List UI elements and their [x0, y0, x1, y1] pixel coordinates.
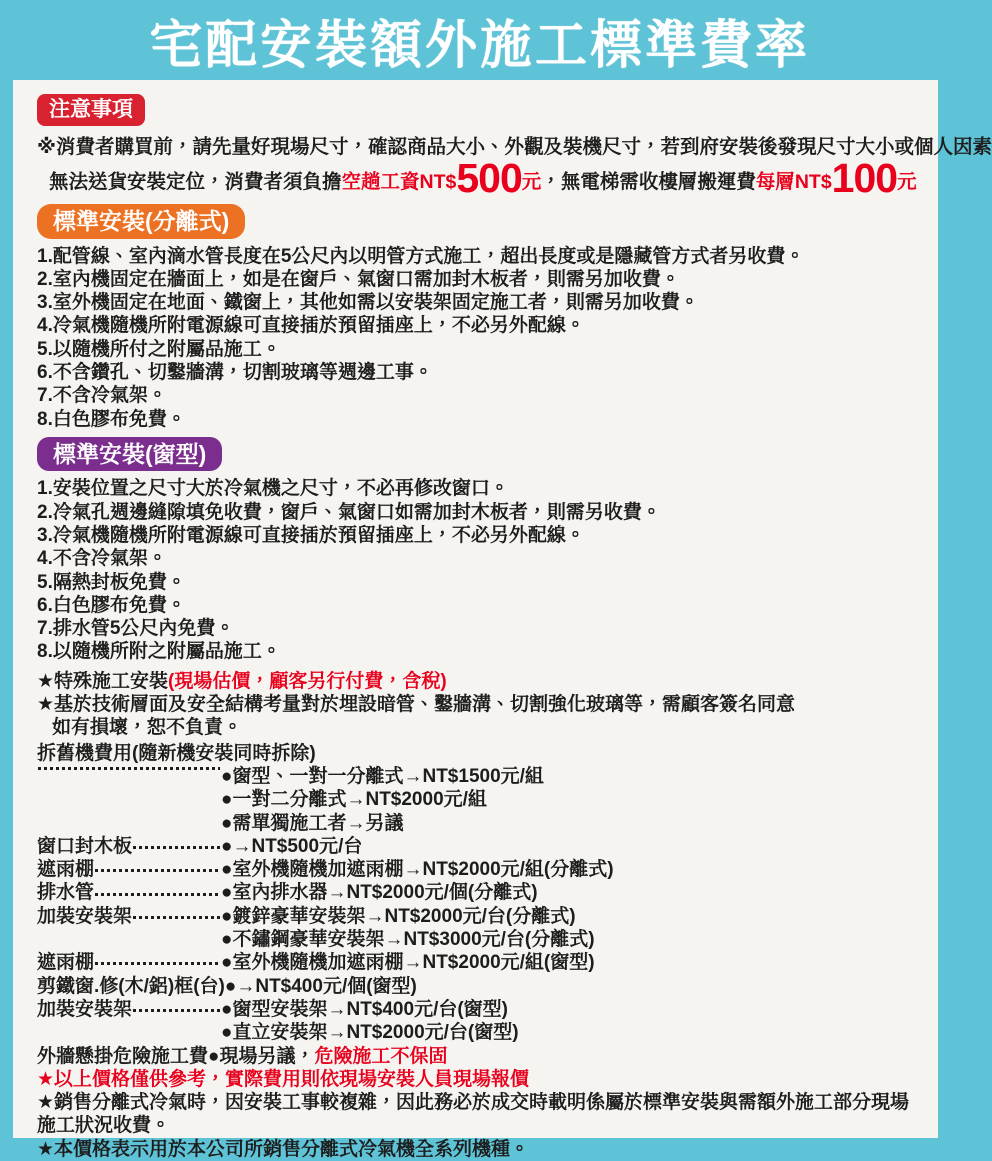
fee-row — [37, 788, 920, 811]
text-segment: (現場估價，顧客另行付費，含稅) — [168, 670, 447, 692]
text-segment: ●鍍鋅豪華安裝架→NT$2000元/台(分離式) — [221, 905, 576, 927]
fee-row — [37, 998, 920, 1021]
fee-label-column — [37, 858, 221, 881]
fee-entry — [221, 788, 487, 811]
fee-label-column — [37, 1045, 208, 1068]
fee-label-column — [37, 835, 221, 858]
list-item: 1.安裝位置之尺寸大於冷氣機之尺寸，不必再修改窗口。 — [37, 478, 509, 500]
text-segment: ★以上價格僅供參考，實際費用則依現場安裝人員現場報價 — [37, 1068, 530, 1090]
dash-leader — [38, 767, 220, 770]
dash-leader — [133, 846, 220, 849]
fee-label: 外牆懸掛危險施工費 — [37, 1045, 209, 1067]
fee-entry — [221, 835, 362, 858]
fee-label: 排水管 — [37, 882, 95, 904]
fee-row — [37, 951, 920, 974]
fee-row — [37, 905, 920, 928]
text-segment: ●→NT$500元/台 — [221, 835, 363, 857]
text-segment: 500 — [456, 155, 522, 202]
text-segment: ●室外機隨機加遮雨棚→NT$2000元/組(窗型) — [221, 952, 595, 974]
list-item: 1.配管線、室內滴水管長度在5公尺內以明管方式施工，超出長度或是隱藏管方式者另收費。 — [37, 245, 805, 267]
list-item: 7.不含冷氣架。 — [37, 385, 167, 407]
text-segment: ●一對二分離式→NT$2000元/組 — [221, 789, 487, 811]
list-item: 6.白色膠布免費。 — [37, 594, 186, 616]
note-line — [37, 693, 920, 716]
page-title: 宅配安裝額外施工標準費率 — [149, 16, 810, 75]
fee-label: 加裝安裝架 — [37, 998, 133, 1020]
fee-label-column — [37, 765, 221, 770]
fee-section-title: 拆舊機費用(隨新機安裝同時拆除) — [37, 742, 316, 764]
list-item: 5.隔熱封板免費。 — [37, 571, 186, 593]
fee-row — [37, 858, 920, 881]
list-item: 7.排水管5公尺內免費。 — [37, 618, 235, 640]
fee-label: 窗口封木板 — [37, 835, 133, 857]
text-segment: ★本價格表示用於本公司所銷售分離式冷氣機全系列機種。 — [37, 1138, 530, 1160]
fee-section — [37, 742, 920, 1068]
window-install-badge: 標準安裝(窗型) — [37, 437, 222, 471]
fee-entry — [221, 998, 508, 1021]
fee-label-column — [37, 975, 225, 998]
footer-notes — [37, 1068, 920, 1161]
text-segment: ★特殊施工安裝 — [37, 670, 169, 692]
text-segment: 100 — [831, 155, 898, 202]
fee-entry — [225, 975, 417, 998]
content-panel — [13, 80, 992, 1160]
fee-rows — [37, 765, 920, 1068]
list-item: 4.冷氣機隨機所附電源線可直接插於預留插座上，不必另外配線。 — [37, 315, 585, 337]
list-item: 3.室外機固定在地面、鐵窗上，其他如需以安裝架固定施工者，則需另加收費。 — [37, 292, 699, 314]
text-segment: 無電梯需收樓層搬運費 — [560, 171, 756, 194]
text-segment: 無法送貨安裝定位，消費者須負擔 — [49, 171, 342, 194]
fee-label: 遮雨棚 — [37, 859, 95, 881]
text-segment: ●→NT$400元/個(窗型) — [224, 975, 417, 997]
text-segment: ， — [541, 171, 561, 194]
fee-entry — [208, 1045, 448, 1068]
fee-label: 剪鐵窗.修(木/鋁)框(台) — [37, 975, 225, 997]
fee-label-column — [37, 905, 221, 928]
text-segment: 元 — [521, 171, 542, 194]
fee-label: 加裝安裝架 — [37, 905, 133, 927]
text-segment: ●需單獨施工者→另議 — [221, 812, 404, 834]
list-item: 6.不含鑽孔、切鑿牆溝，切割玻璃等週邊工事。 — [37, 362, 433, 384]
fee-label: 遮雨棚 — [37, 952, 95, 974]
fee-entry — [221, 858, 614, 881]
fee-row — [37, 881, 920, 904]
dash-leader — [95, 893, 220, 896]
fee-label-column — [37, 881, 221, 904]
dash-leader — [95, 962, 220, 965]
text-segment: ★基於技術層面及安全結構考量對於埋設暗管、鑿牆溝、切割強化玻璃等，需顧客簽名同意 — [37, 694, 796, 716]
fee-entry — [221, 765, 544, 788]
fee-row — [37, 975, 920, 998]
fee-row — [37, 835, 920, 858]
notice-badge-row — [37, 94, 920, 126]
fee-entry — [221, 951, 595, 974]
split-install-list — [37, 245, 920, 431]
fee-entry — [221, 928, 595, 951]
text-segment: 每層NT$ — [755, 171, 832, 194]
note-line — [37, 1091, 920, 1138]
text-segment: 如有損壞，恕不負責。 — [52, 717, 243, 739]
text-segment: ●不鏽鋼豪華安裝架→NT$3000元/台(分離式) — [221, 929, 595, 951]
fee-row — [37, 928, 920, 951]
notice-paragraph-line-2 — [37, 155, 920, 202]
text-segment: ●窗型、一對一分離式→NT$1500元/組 — [221, 765, 544, 787]
text-segment: ●室外機隨機加遮雨棚→NT$2000元/組(分離式) — [221, 859, 614, 881]
text-segment: 空趟工資NT$ — [341, 171, 457, 194]
fee-row — [37, 812, 920, 835]
split-install-badge: 標準安裝(分離式) — [37, 204, 245, 238]
star-notes — [37, 670, 920, 740]
list-item: 8.白色膠布免費。 — [37, 408, 186, 430]
fee-label-column — [37, 951, 221, 974]
fee-row — [37, 1045, 920, 1068]
fee-entry — [221, 812, 403, 835]
dash-leader — [95, 869, 220, 872]
note-line — [37, 1138, 920, 1161]
note-line — [37, 670, 920, 693]
list-item: 8.以隨機所附之附屬品施工。 — [37, 641, 281, 663]
fee-entry — [221, 905, 576, 928]
text-segment: ●室內排水器→NT$2000元/個(分離式) — [221, 882, 538, 904]
fee-row — [37, 765, 920, 788]
notice-paragraph-line-1: ※消費者購買前，請先量好現場尺寸，確認商品大小、外觀及裝機尺寸，若到府安裝後發現尺寸大小或個人因素 — [37, 136, 992, 159]
text-segment: 危險施工不保固 — [314, 1045, 448, 1067]
text-segment: 元 — [897, 171, 917, 194]
text-segment: ●直立安裝架→NT$2000元/台(窗型) — [221, 1022, 519, 1044]
list-item: 2.室內機固定在牆面上，如是在窗戶、氣窗口需加封木板者，則需另加收費。 — [37, 268, 680, 290]
dash-leader — [133, 916, 220, 919]
split-install-badge-row — [37, 204, 920, 238]
list-item: 5.以隨機所付之附屬品施工。 — [37, 338, 281, 360]
note-line — [37, 1068, 920, 1091]
text-segment: ●窗型安裝架→NT$400元/台(窗型) — [221, 998, 509, 1020]
notice-badge: 注意事項 — [37, 94, 145, 126]
dash-leader — [133, 1009, 220, 1012]
note-line — [37, 716, 920, 739]
fee-row — [37, 1021, 920, 1044]
fee-entry — [221, 881, 538, 904]
list-item: 2.冷氣孔週邊縫隙填免收費，窗戶、氣窗口如需加封木板者，則需另收費。 — [37, 501, 661, 523]
fee-label-column — [37, 998, 221, 1021]
list-item: 4.不含冷氣架。 — [37, 548, 167, 570]
fee-entry — [221, 1021, 519, 1044]
text-segment: ●現場另議， — [208, 1045, 315, 1067]
window-install-badge-row — [37, 437, 920, 471]
text-segment: ★銷售分離式冷氣時，因安裝工事較複雜，因此務必於成交時載明係屬於標準安裝與需額外施工部分現場施工狀況收費。 — [37, 1092, 910, 1137]
window-install-list — [37, 477, 920, 663]
list-item: 3.冷氣機隨機所附電源線可直接插於預留插座上，不必另外配線。 — [37, 524, 585, 546]
